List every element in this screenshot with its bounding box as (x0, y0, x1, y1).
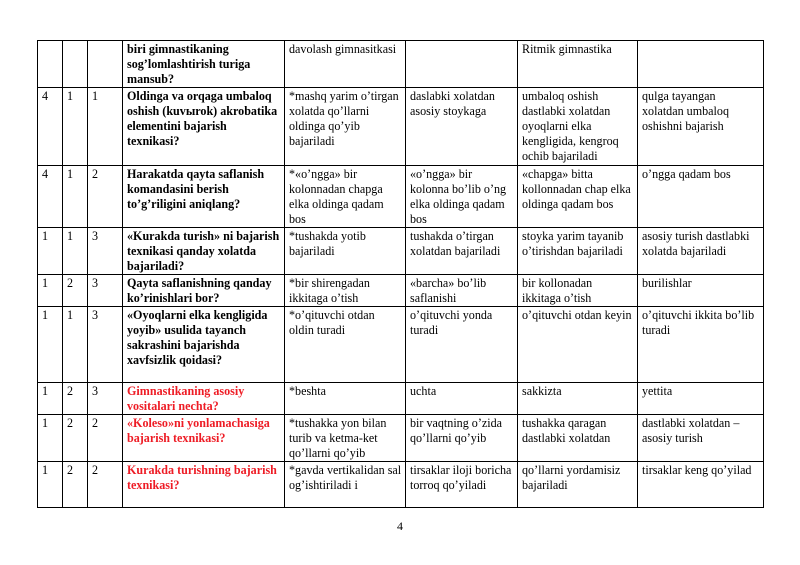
answer-correct-cell: *bir shirengadan ikkitaga o’tish (285, 275, 406, 307)
level-c-cell: 3 (88, 275, 123, 307)
level-c-cell: 2 (88, 462, 123, 508)
answer-correct-cell: davolash gimnasitkasi (285, 41, 406, 88)
table-row (38, 462, 764, 508)
page-number: 4 (397, 519, 403, 533)
table-row (38, 383, 764, 415)
level-c-cell: 3 (88, 228, 123, 275)
answer-option-4-cell: qulga tayangan xolatdan umbaloq oshishni bajarish (638, 88, 764, 166)
level-b-cell: 2 (63, 383, 88, 415)
answer-option-2-cell: «o’ngga» bir kolonna bo’lib o’ng elka oldinga qadam bos (406, 166, 518, 228)
answer-option-2-cell: tushakda o’tirgan xolatdan bajariladi (406, 228, 518, 275)
level-a-cell: 1 (38, 307, 63, 383)
answer-option-3-cell: umbaloq oshish dastlabki xolatdan oyoqlarni elka kengligida, kengroq ochib bajariladi (518, 88, 638, 166)
question-cell: «Kurakda turish» ni bajarish texnikasi qanday xolatda bajariladi? (123, 228, 285, 275)
level-c-cell: 3 (88, 383, 123, 415)
answer-option-4-cell (638, 41, 764, 88)
answer-option-2-cell: daslabki xolatdan asosiy stoykaga (406, 88, 518, 166)
table-row (38, 275, 764, 307)
answer-option-4-cell: tirsaklar keng qo’yilad (638, 462, 764, 508)
answer-option-3-cell: Ritmik gimnastika (518, 41, 638, 88)
question-cell: Harakatda qayta saflanish komandasini berish to’g’riligini aniqlang? (123, 166, 285, 228)
level-b-cell: 1 (63, 88, 88, 166)
table-row (38, 228, 764, 275)
level-c-cell (88, 41, 123, 88)
answer-option-2-cell: bir vaqtning o’zida qo’llarni qo’yib (406, 415, 518, 462)
question-cell: «Oyoqlarni elka kengligida yoyib» usulida tayanch sakrashini bajarishda xavfsizlik qoidasi? (123, 307, 285, 383)
level-a-cell: 1 (38, 228, 63, 275)
level-a-cell: 4 (38, 88, 63, 166)
answer-option-4-cell: o’ngga qadam bos (638, 166, 764, 228)
level-b-cell: 1 (63, 166, 88, 228)
answer-correct-cell: *o’qituvchi otdan oldin turadi (285, 307, 406, 383)
answer-option-4-cell: yettita (638, 383, 764, 415)
answer-option-2-cell: tirsaklar iloji boricha torroq qo’yiladi (406, 462, 518, 508)
answer-option-3-cell: sakkizta (518, 383, 638, 415)
question-cell: Gimnastikaning asosiy vositalari nechta? (123, 383, 285, 415)
level-c-cell: 3 (88, 307, 123, 383)
answer-correct-cell: *tushakka yon bilan turib va ketma-ket qo’llarni qo’yib (285, 415, 406, 462)
level-b-cell: 1 (63, 228, 88, 275)
answer-correct-cell: *gavda vertikalidan sal og’ishtiriladi i (285, 462, 406, 508)
level-b-cell: 1 (63, 307, 88, 383)
level-a-cell: 1 (38, 415, 63, 462)
level-b-cell: 2 (63, 462, 88, 508)
answer-correct-cell: *tushakda yotib bajariladi (285, 228, 406, 275)
answer-option-3-cell: qo’llarni yordamisiz bajariladi (518, 462, 638, 508)
table-row (38, 415, 764, 462)
question-table (37, 40, 764, 508)
answer-option-2-cell: uchta (406, 383, 518, 415)
level-b-cell: 2 (63, 415, 88, 462)
level-b-cell: 2 (63, 275, 88, 307)
question-cell: biri gimnastikaning sog’lomlashtirish turiga mansub? (123, 41, 285, 88)
level-c-cell: 2 (88, 415, 123, 462)
table-row (38, 166, 764, 228)
question-table-body (38, 41, 764, 508)
answer-option-4-cell: dastlabki xolatdan – asosiy turish (638, 415, 764, 462)
answer-option-3-cell: stoyka yarim tayanib o’tirishdan bajariladi (518, 228, 638, 275)
level-a-cell: 1 (38, 462, 63, 508)
answer-option-3-cell: o’qituvchi otdan keyin (518, 307, 638, 383)
question-cell: Kurakda turishning bajarish texnikasi? (123, 462, 285, 508)
level-c-cell: 2 (88, 166, 123, 228)
question-cell: Qayta saflanishning qanday ko’rinishlari bor? (123, 275, 285, 307)
level-a-cell: 1 (38, 383, 63, 415)
table-row (38, 88, 764, 166)
level-a-cell (38, 41, 63, 88)
answer-correct-cell: *mashq yarim o’tirgan xolatda qo’llarni oldinga qo’yib bajariladi (285, 88, 406, 166)
level-a-cell: 1 (38, 275, 63, 307)
answer-option-4-cell: burilishlar (638, 275, 764, 307)
level-b-cell (63, 41, 88, 88)
answer-option-4-cell: o’qituvchi ikkita bo’lib turadi (638, 307, 764, 383)
level-c-cell: 1 (88, 88, 123, 166)
answer-correct-cell: *«o’ngga» bir kolonnadan chapga elka oldinga qadam bos (285, 166, 406, 228)
question-cell: Oldinga va orqaga umbaloq oshish (kuvыrok) akrobatika elementini bajarish texnikasi? (123, 88, 285, 166)
answer-option-2-cell: «barcha» bo’lib saflanishi (406, 275, 518, 307)
answer-option-2-cell (406, 41, 518, 88)
table-row (38, 41, 764, 88)
answer-option-4-cell: asosiy turish dastlabki xolatda bajariladi (638, 228, 764, 275)
answer-option-3-cell: «chapga» bitta kollonnadan chap elka oldinga qadam bos (518, 166, 638, 228)
answer-option-3-cell: tushakka qaragan dastlabki xolatdan (518, 415, 638, 462)
table-row (38, 307, 764, 383)
answer-option-2-cell: o’qituvchi yonda turadi (406, 307, 518, 383)
question-cell: «Koleso»ni yonlamachasiga bajarish texnikasi? (123, 415, 285, 462)
answer-option-3-cell: bir kollonadan ikkitaga o’tish (518, 275, 638, 307)
level-a-cell: 4 (38, 166, 63, 228)
answer-correct-cell: *beshta (285, 383, 406, 415)
